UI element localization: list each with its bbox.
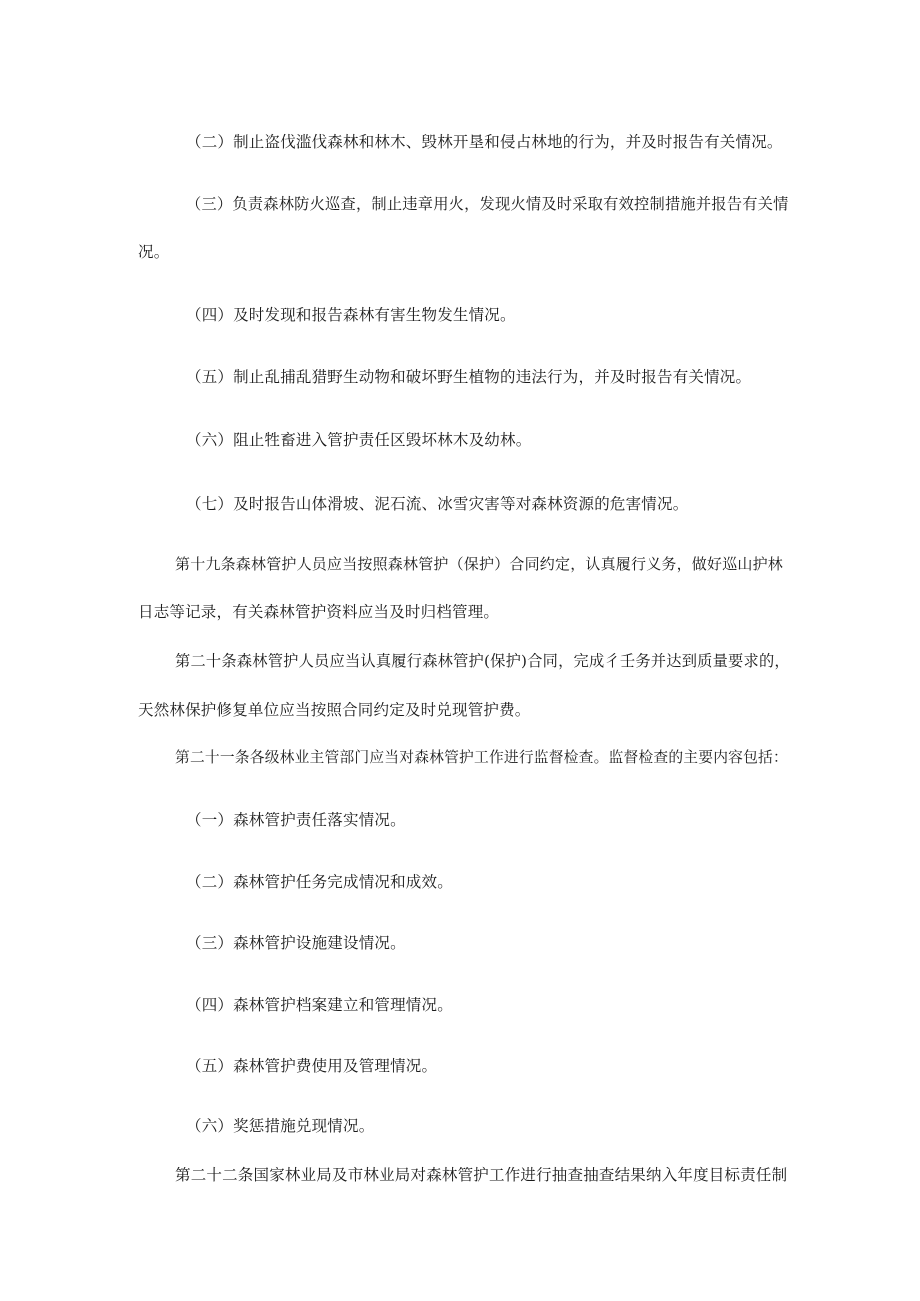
list-item: （五）制止乱捕乱猎野生动物和破坏野生植物的违法行为，并及时报告有关情况。 bbox=[186, 368, 752, 386]
list-item: （五）森林管护费使用及管理情况。 bbox=[186, 1057, 438, 1075]
list-item: （七）及时报告山体滑坡、泥石流、冰雪灾害等对森林资源的危害情况。 bbox=[186, 495, 689, 513]
article-20-line-2: 天然林保护修复单位应当按照合同约定及时兑现管护费。 bbox=[138, 701, 531, 719]
list-item: （四）森林管护档案建立和管理情况。 bbox=[186, 996, 453, 1014]
list-item: （三）负责森林防火巡查，制止违章用火，发现火情及时采取有效控制措施并报告有关情 bbox=[186, 195, 789, 213]
list-item: （六）奖惩措施兑现情况。 bbox=[186, 1117, 375, 1135]
article-22-line-1: 第二十二条国家林业局及市林业局对森林管护工作进行抽查抽查结果纳入年度目标责任制 bbox=[175, 1166, 788, 1184]
list-item-continuation: 况。 bbox=[138, 243, 170, 261]
article-20-line-1: 第二十条森林管护人员应当认真履行森林管护(保护)合同，完成彳壬务并达到质量要求的， bbox=[175, 652, 790, 670]
article-19-line-1: 第十九条森林管护人员应当按照森林管护（保护）合同约定，认真履行义务，做好巡山护林 bbox=[175, 555, 784, 573]
article-21-line-1: 第二十一条各级林业主管部门应当对森林管护工作进行监督检查。监督检查的主要内容包括： bbox=[175, 749, 788, 766]
list-item: （六）阻止牲畜进入管护责任区毁坏林木及幼林。 bbox=[186, 431, 532, 449]
list-item: （三）森林管护设施建设情况。 bbox=[186, 934, 406, 952]
article-19-line-2: 日志等记录，有关森林管护资料应当及时归档管理。 bbox=[138, 603, 500, 621]
list-item: （一）森林管护责任落实情况。 bbox=[186, 811, 406, 829]
list-item: （二）森林管护任务完成情况和成效。 bbox=[186, 873, 453, 891]
list-item: （四）及时发现和报告森林有害生物发生情况。 bbox=[186, 306, 516, 324]
list-item: （二）制止盗伐滥伐森林和林木、毁林开垦和侵占林地的行为，并及时报告有关情况。 bbox=[186, 133, 783, 151]
